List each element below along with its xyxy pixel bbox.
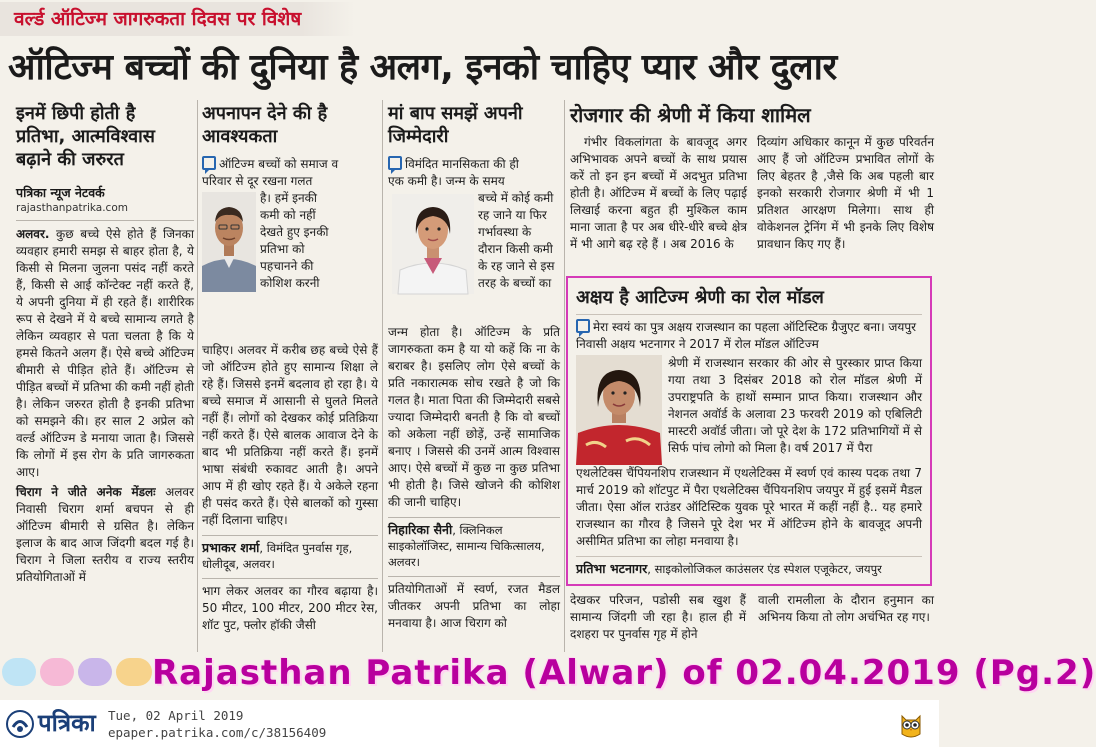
box-sig-name: प्रतिभा भटनागर	[576, 561, 648, 576]
footer-date: Tue, 02 April 2019	[108, 708, 244, 723]
article-column-2	[202, 100, 378, 652]
signature-divider	[388, 517, 560, 518]
pill-shape	[78, 658, 112, 686]
quote-icon	[576, 319, 590, 333]
column-3-quote: विमंदित मानसिकता की ही एक कमी है। जन्म के समय बच्चे में कोई कमी रह जाने या फिर गर्भावस्था के दौरान किसी कमी के रह जाने से इस तरह के बच्चों का	[388, 157, 555, 290]
byline-org: पत्रिका न्यूज नेटवर्क	[16, 185, 105, 200]
box-signature: प्रतिभा भटनागर, साइकोलोजिकल काउंसलर एंड स्पेशल एजूकेटर, जयपुर	[576, 561, 882, 576]
column-3-signature: निहारिका सैनी, क्लिनिकल साइकोलॉजिस्ट, सामान्य चिकित्सालय, अलवर।	[388, 522, 545, 569]
dateline: अलवर.	[16, 227, 50, 241]
portrait-photo-man	[202, 192, 256, 292]
column-4-cont-right: वाली रामलीला के दौरान हनुमान का अभिनय किया तो लोग अचंभित रह गए।	[758, 593, 934, 624]
box-quote: मेरा स्वयं का पुत्र अक्षय राजस्थान का पहला ऑटिस्टिक ग्रैजुएट बना। जयपुर निवासी अक्षय भटनागर ने 2017 में रोल मॉडल ऑटिज्म	[576, 320, 917, 351]
byline-site: rajasthanpatrika.com	[16, 202, 128, 214]
column-3-sig-name: निहारिका सैनी	[388, 522, 453, 537]
article-column-3	[388, 100, 560, 652]
column-divider	[197, 100, 198, 652]
pill-shape	[116, 658, 152, 686]
signature-divider	[202, 535, 378, 536]
footer-url[interactable]: epaper.patrika.com/c/38156409	[108, 725, 327, 740]
column-2-sig-name: प्रभाकर शर्मा	[202, 540, 260, 555]
column-4-cont-left: देखकर परिजन, पडोसी सब खुश हैं सामान्य जिंदगी जी रहा है। हाल ही में दशहरा पर पुनर्वास गृह में होने	[570, 593, 746, 641]
page-headline: ऑटिज्म बच्चों की दुनिया है अलग, इनको चाहिए प्यार और दुलार	[8, 47, 837, 88]
column-3-continuation: प्रतियोगिताओं में स्वर्ण, रजत मैडल जीतकर अपनी प्रतिभा का लोहा मनवाया है। आज चिराग को	[388, 582, 560, 630]
box-title: अक्षय है आटिज्म श्रेणी का रोल मॉडल	[576, 287, 824, 308]
column-divider	[382, 100, 383, 652]
box-body-beside-photo: श्रेणी में राजस्थान सरकार की ओर से पुरस्कार प्राप्त किया गया तथा 3 दिसंबर 2018 को रोल मॉडल श्रेणी में उपराष्ट्रपति के हाथों सम्मान प्राप्त किया। राजस्थान और नेशनल अवॉर्ड के अलावा 23 फरवरी 2019 को एबिलिटी मास्टरी अवॉर्ड जीता। जो पूरे देश के 172 प्रतिभागियों में से सिर्फ पांच लोगो को मिला है। वर्ष 2017 में पैरा	[668, 356, 922, 455]
column-1-body-2: चिराग ने जीते अनेक मेंडलः अलवर निवासी चिराग शर्मा बचपन से ही ऑटिज्म बीमारी से ग्रसित है। लेकिन इलाज के बाद आज जिंदगी बदल गई है। चिराग ने जिला स्तरीय व राज्य स्तरीय प्रतियोगिताओं में	[16, 485, 194, 584]
column-divider	[564, 100, 565, 652]
patrika-logo-icon	[6, 710, 34, 738]
footer-bar	[0, 700, 939, 747]
column-2-signature: प्रभाकर शर्मा, विमंदित पुनर्वास गृह, धोलीदूब, अलवर।	[202, 540, 353, 571]
quote-icon	[388, 156, 402, 170]
portrait-photo-pratibha	[576, 355, 662, 465]
column-2-continuation: भाग लेकर अलवर का गौरव बढ़ाया है। 50 मीटर, 100 मीटर, 200 मीटर रेस, शॉट पुट, फ्लोर हॉकी जैसी	[202, 584, 378, 632]
column-4-body-left: गंभीर विकलांगता के बावजूद अगर अभिभावक अपने बच्चों के साथ प्रयास करें तो इन इन बच्चों में अदभुत प्रतिभा होती है। ऑटिज्म में बच्चों के लिए पढ़ाई लिखाई करना बहुत ही मुश्किल काम माना जाता है पर अब धीरे-धीरे बच्चे क्षेत्र में भी आगे बढ़ रहे हैं । अब 2016 के	[570, 135, 747, 251]
column-2-quote: ऑटिज्म बच्चों को समाज व परिवार से दूर रखना गलत है। हमें इनकी कमी को नहीं देखते हुए इनकी प्रतिभा को पहचानने की कोशिश करनी	[202, 157, 339, 290]
article-column-4	[570, 100, 934, 276]
portrait-photo-woman	[392, 194, 474, 294]
article-column-1	[16, 100, 194, 652]
column-2-title: अपनापन देने की है आवश्यकता	[202, 103, 328, 147]
decorative-color-pills	[0, 658, 160, 686]
column-1-subhead-2: चिराग ने जीते अनेक मेंडलः	[16, 485, 156, 499]
owl-mascot-icon	[896, 710, 926, 740]
pill-shape	[40, 658, 74, 686]
column-3-body: जन्म होता है। ऑटिज्म के प्रति जागरुकता कम है या यो कहें कि ना के बराबर है। इसलिए लोग ऐसे बच्चों के प्रति नकारात्मक सोच रखते है जो कि गलत है। माता पिता की जिम्मेदारी सबसे ज्यादा जिम्मेदारी बनती है कि वो बच्चों को अकेला नहीं छोड़ें, उन्हें सामाजिक बनाए । जिससे की उनमें आत्म विश्वास आए। ऐसे बच्चों में कुछ ना कुछ प्रतिभा भी होती है। जिसे खोजने की कोशिश की जानी चाहिए।	[388, 325, 560, 509]
pill-shape	[2, 658, 36, 686]
column-1-title: इनमें छिपी होती है प्रतिभा, आत्मविश्वास बढ़ाने की जरुरत	[16, 103, 155, 170]
source-stamp: Rajasthan Patrika (Alwar) of 02.04.2019 (Pg.2)	[152, 653, 1096, 693]
box-body: एथलेटिक्स चैंपियनशिप राजस्थान में एथलेटिक्स में स्वर्ण एवं कास्य पदक तथा 7 मार्च 2019 को शॉटपुट में पैरा एथलेटिक्स चैंपियनशिप जयपुर में हुई इसमें मैडल जीता। ऐसा ऑल राउंडर ऑटिस्टिक युवक पूरे भारत में कहीं नहीं है.. यह हमारे राजस्थान का गौरव है जिसने पूरे देश भर में ऑटिज्म होने के बावजूद अपनी असीमित प्रतिभा का लोहा मनवाया है।	[576, 466, 922, 548]
highlight-box-role-model	[566, 276, 932, 586]
quote-icon	[202, 156, 216, 170]
section-divider	[202, 578, 378, 579]
column-4-continuation	[570, 592, 934, 652]
section-divider	[388, 576, 560, 577]
footer-logo-text: पत्रिका	[38, 709, 96, 737]
column-3-title: मां बाप समझें अपनी जिम्मेदारी	[388, 103, 523, 147]
kicker-label: वर्ल्ड ऑटिज्म जागरुकता दिवस पर विशेष	[0, 2, 355, 36]
column-2-body: चाहिए। अलवर में करीब छह बच्चे ऐसे हैं जो ऑटिज्म होते हुए सामान्य शिक्षा ले रहे हैं। जिससे इनमें बदलाव हो रहा है। ये बच्चे समाज में आसानी से घुलते मिलते नहीं हैं। लोगों को देखकर कोई प्रतिक्रिया नहीं करते हैं। ऐसे बालक आवाज देने के बाद भी प्रतिक्रिया नहीं करते हैं। इनमें भाषा संबंधी रुकावट आती है। अपने आप में ही खोए रहते हैं। ये अकेले रहना ही पसंद करते हैं। ऐसे बालकों को गुस्सा नहीं दिलाना चाहिए।	[202, 343, 378, 527]
column-4-body-right: दिव्यांग अधिकार कानून में कुछ परिवर्तन आए हैं जो ऑटिज्म प्रभावित लोगों के लिए बेहतर है ,जैसे कि अब पहली बार इनको सरकारी रोजगार श्रेणी में भी 1 प्रतिशत आरक्षण मिलेगा। साथ ही वोकेशनल ट्रेनिंग में भी इनके लिए विशेष प्रावधान किए गए हैं।	[757, 135, 934, 251]
column-1-body: अलवर. कुछ बच्चे ऐसे होते हैं जिनका व्यवहार हमारी समझ से बाहर होता है, ये किसी से मिलना जुलना पसंद नहीं करते हैं, किसी से आई कॉन्टेक्ट नहीं करते हैं, ये अपनी दुनिया में ही रहते हैं। शारीरिक रूप से देखने में ये बच्चे सामान्य लगते है लेकिन व्यवहार से पता चलता है कि ये हमसे कितने अलग हैं। ऐसे बच्चे ऑटिज्म बीमारी से पीड़ित होते हैं। ऑटिज्म से पीड़ित बच्चों में प्रतिभा की कमी नहीं होती है। लेकिन जरुरत होती है इनकी प्रतिभा को समझने की। हर साल 2 अप्रेल को वर्ल्ड ऑटिज्म डे मनाया जाता है। जिससे कि लोगों में इस रोग के प्रति जागरुकता आए।	[16, 227, 194, 479]
column-4-title: रोजगार की श्रेणी में किया शामिल	[570, 103, 811, 127]
